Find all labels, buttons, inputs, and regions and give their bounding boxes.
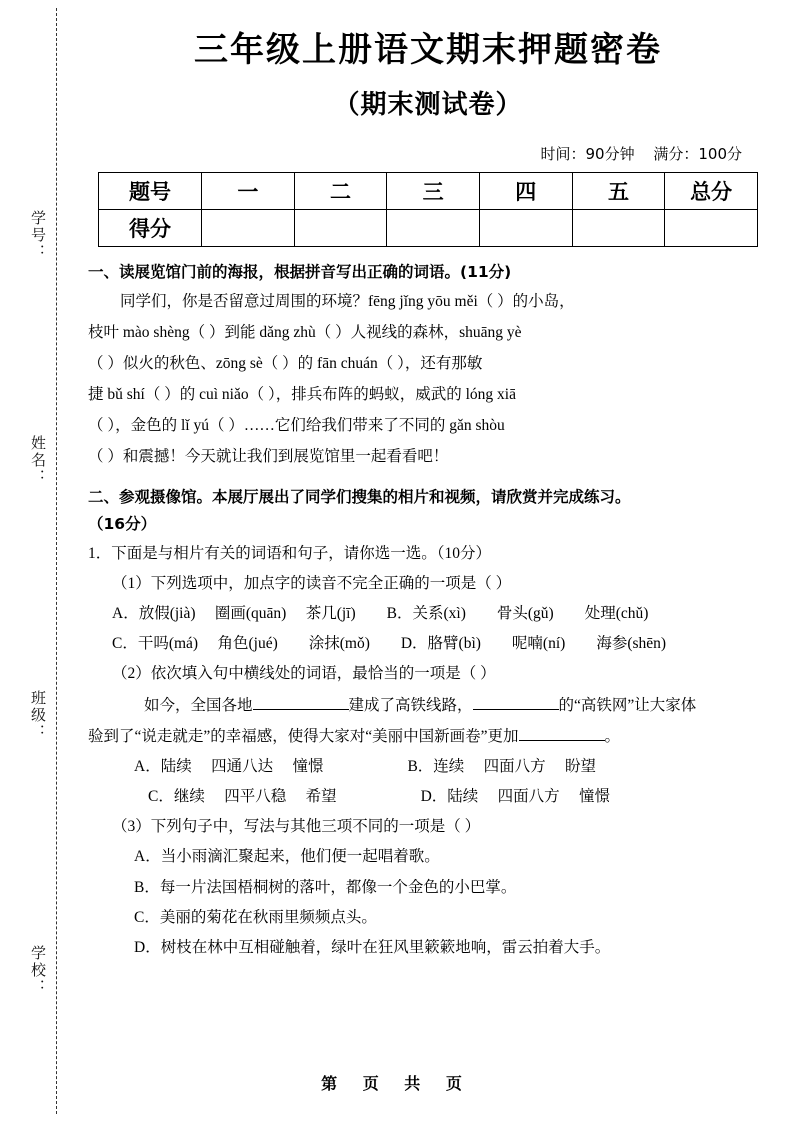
side-label-name: 姓名： xyxy=(29,435,46,486)
blank-1[interactable] xyxy=(253,693,349,710)
table-row-score xyxy=(99,210,758,247)
score-table-cell-q4: 四 xyxy=(479,173,572,210)
paper-content xyxy=(88,28,768,963)
option-c[interactable]: C．继续 四平八稳 希望 xyxy=(148,787,337,805)
question-1-sub-2-option-row-2 xyxy=(88,782,768,812)
score-table-cell-q2: 二 xyxy=(294,173,387,210)
question-1-sub-3-option-d[interactable]: D．树枝在林中互相碰触着，绿叶在狂风里簌簌地响，雷云拍着大手。 xyxy=(134,938,611,956)
blank-3[interactable] xyxy=(519,724,605,741)
cut-dashed-line xyxy=(56,8,57,1114)
table-row-header xyxy=(99,173,758,210)
score-table-cell-q5: 五 xyxy=(572,173,665,210)
score-input-total[interactable] xyxy=(665,210,758,247)
score-table-cell-title: 题号 xyxy=(99,173,202,210)
score-table-cell-score-label: 得分 xyxy=(99,210,202,247)
question-1-sub-1: （1）下列选项中，加点字的读音不完全正确的一项是（ ） xyxy=(112,574,512,592)
question-1-stem: 1．下面是与相片有关的词语和句子，请你选一选。（10分） xyxy=(88,544,492,562)
score-input-q5[interactable] xyxy=(572,210,665,247)
score-input-q1[interactable] xyxy=(202,210,295,247)
section-1-line-1: 同学们，你是否留意过周围的环境？fēng jǐng yōu měi（ ）的小岛， xyxy=(120,293,575,311)
section-2-heading-score: （16分） xyxy=(88,515,157,534)
section-1-line-5: （ ），金色的 lǐ yú（ ）……它们给我们带来了不同的 gǎn shòu xyxy=(88,417,505,435)
exam-meta xyxy=(88,143,768,164)
section-1-line-3: （ ）似火的秋色、zōng sè（ ）的 fān chuán（ ），还有那敏 xyxy=(88,355,483,373)
question-1-sub-2-option-row-1 xyxy=(88,752,768,782)
score-input-q3[interactable] xyxy=(387,210,480,247)
question-1-sub-3-option-a[interactable]: A．当小雨滴汇聚起来，他们便一起唱着歌。 xyxy=(134,848,440,866)
option-a[interactable]: A．陆续 四通八达 憧憬 xyxy=(134,757,324,775)
question-1-sub-3-option-b[interactable]: B．每一片法国梧桐树的落叶，都像一个金色的小巴掌。 xyxy=(134,878,517,896)
page-subtitle: （期末测试卷） xyxy=(333,90,523,121)
section-1-line-4: 捷 bǔ shí（ ）的 cuì niǎo（ ），排兵布阵的蚂蚁，威武的 lóng xiā xyxy=(88,386,516,404)
passage-part-d: 验到了“说走就走”的幸福感，使得大家对“美丽中国新画卷”更加 xyxy=(88,727,519,745)
option-b[interactable]: B．连续 四面八方 盼望 xyxy=(407,757,597,775)
page-footer: 第 页 共 页 xyxy=(321,1074,472,1093)
side-label-school: 学校： xyxy=(29,945,46,996)
score-table xyxy=(98,172,758,247)
question-1-sub-3: （3）下列句子中，写法与其他三项不同的一项是（ ） xyxy=(112,818,481,836)
question-1-sub-3-option-c[interactable]: C．美丽的菊花在秋雨里频频点头。 xyxy=(134,908,377,926)
question-1-sub-2-passage xyxy=(88,690,768,721)
question-1-sub-2: （2）依次填入句中横线处的词语，最恰当的一项是（ ） xyxy=(112,665,496,683)
question-1-sub-1-options-line-2: C．干吗(má) 角色(jué) 涂抹(mǒ) D．胳臂(bì) 呢喃(ní) 海参(shēn) xyxy=(112,635,667,653)
passage-part-c: 的“高铁网”让大家体 xyxy=(558,696,697,714)
option-d[interactable]: D．陆续 四面八方 憧憬 xyxy=(420,787,611,805)
exam-duration: 时间：90分钟 xyxy=(540,145,635,164)
section-2-heading: 二、参观摄像馆。本展厅展出了同学们搜集的相片和视频，请欣赏并完成练习。 xyxy=(88,488,631,507)
section-1-line-2: 枝叶 mào shèng（ ）到能 dǎng zhù（ ）人视线的森林，shuāng yè xyxy=(88,324,522,342)
question-1-sub-2-passage-cont xyxy=(88,721,768,752)
section-1-heading: 一、读展览馆门前的海报，根据拼音写出正确的词语。(11分) xyxy=(88,263,512,282)
score-table-cell-q3: 三 xyxy=(387,173,480,210)
score-input-q2[interactable] xyxy=(294,210,387,247)
section-1-line-6: （ ）和震撼！今天就让我们到展览馆里一起看看吧！ xyxy=(88,448,449,466)
blank-2[interactable] xyxy=(473,693,559,710)
score-table-cell-total: 总分 xyxy=(665,173,758,210)
passage-part-b: 建成了高铁线路， xyxy=(348,696,473,714)
score-input-q4[interactable] xyxy=(479,210,572,247)
passage-part-e: 。 xyxy=(604,727,621,745)
side-label-class: 班级： xyxy=(29,690,46,741)
passage-part-a: 如今，全国各地 xyxy=(144,696,253,714)
page-title: 三年级上册语文期末押题密卷 xyxy=(194,30,662,70)
question-1-sub-1-options-line-1: A．放假(jià) 圈画(quān) 茶几(jī) B．关系(xì) 骨头(gǔ) 处理(chǔ) xyxy=(112,605,649,622)
exam-total-score: 满分：100分 xyxy=(653,145,742,164)
score-table-cell-q1: 一 xyxy=(202,173,295,210)
side-label-group xyxy=(22,200,48,1060)
side-label-student-id: 学号： xyxy=(29,210,46,261)
